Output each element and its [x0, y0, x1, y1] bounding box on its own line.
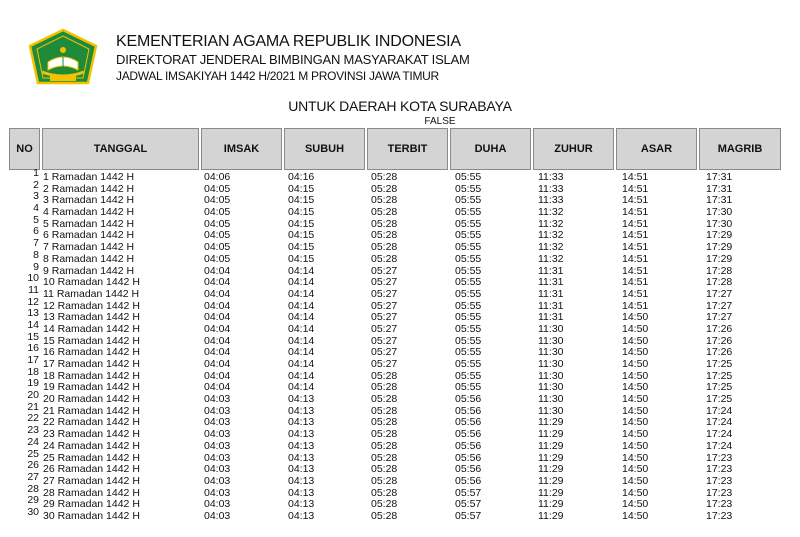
- cell-duha: 05:55: [455, 229, 482, 242]
- cell-terbit: 05:28: [371, 509, 398, 522]
- cell-magrib: 17:26: [706, 322, 733, 335]
- cell-magrib: 17:30: [706, 217, 733, 230]
- cell-tanggal: 23 Ramadan 1442 H: [43, 428, 140, 441]
- cell-magrib: 17:23: [706, 509, 733, 522]
- cell-imsak: 04:05: [204, 217, 231, 230]
- cell-subuh: 04:15: [288, 182, 315, 195]
- table-row: [0, 435, 800, 453]
- cell-no: 5: [33, 213, 39, 226]
- cell-no: 27: [27, 470, 39, 483]
- cell-duha: 05:55: [455, 217, 482, 230]
- cell-no: 4: [33, 202, 39, 215]
- cell-subuh: 04:15: [288, 241, 315, 254]
- cell-asar: 14:51: [622, 171, 649, 183]
- cell-duha: 05:56: [455, 416, 482, 429]
- cell-imsak: 04:03: [204, 463, 231, 476]
- cell-subuh: 04:14: [288, 311, 315, 324]
- cell-tanggal: 8 Ramadan 1442 H: [43, 252, 135, 265]
- cell-terbit: 05:28: [371, 439, 398, 452]
- cell-terbit: 05:28: [371, 229, 398, 242]
- cell-subuh: 04:13: [288, 393, 315, 406]
- cell-imsak: 04:03: [204, 428, 231, 441]
- cell-imsak: 04:03: [204, 509, 231, 522]
- region-title: UNTUK DAERAH KOTA SURABAYA: [288, 98, 512, 114]
- cell-duha: 05:55: [455, 276, 482, 289]
- cell-terbit: 05:27: [371, 311, 398, 324]
- cell-terbit: 05:27: [371, 322, 398, 335]
- cell-no: 6: [33, 225, 39, 238]
- cell-imsak: 04:04: [204, 369, 231, 382]
- cell-subuh: 04:14: [288, 358, 315, 370]
- cell-tanggal: 26 Ramadan 1442 H: [43, 463, 140, 476]
- cell-zuhur: 11:31: [538, 287, 564, 300]
- cell-tanggal: 5 Ramadan 1442 H: [43, 217, 135, 230]
- cell-subuh: 04:14: [288, 276, 315, 289]
- cell-duha: 05:56: [455, 404, 482, 417]
- cell-no: 14: [27, 318, 39, 331]
- cell-subuh: 04:13: [288, 451, 315, 464]
- table-row: [0, 470, 800, 488]
- cell-imsak: 04:05: [204, 194, 231, 207]
- cell-zuhur: 11:29: [538, 439, 564, 452]
- ministry-title: KEMENTERIAN AGAMA REPUBLIK INDONESIA: [116, 33, 461, 50]
- cell-terbit: 05:28: [371, 428, 398, 441]
- cell-asar: 14:51: [622, 287, 649, 300]
- cell-imsak: 04:03: [204, 474, 231, 487]
- cell-magrib: 17:28: [706, 276, 733, 289]
- cell-magrib: 17:28: [706, 264, 733, 277]
- cell-no: 10: [27, 272, 39, 285]
- cell-duha: 05:55: [455, 369, 482, 382]
- cell-imsak: 04:03: [204, 416, 231, 429]
- cell-duha: 05:55: [455, 206, 482, 219]
- cell-subuh: 04:15: [288, 229, 315, 242]
- cell-terbit: 05:28: [371, 416, 398, 429]
- cell-duha: 05:55: [455, 264, 482, 277]
- cell-magrib: 17:31: [706, 194, 733, 207]
- cell-no: 7: [33, 237, 39, 250]
- table-row: [0, 248, 800, 266]
- cell-zuhur: 11:33: [538, 194, 564, 207]
- cell-tanggal: 6 Ramadan 1442 H: [43, 229, 135, 242]
- cell-zuhur: 11:30: [538, 381, 564, 394]
- cell-no: 1: [33, 167, 39, 179]
- cell-magrib: 17:27: [706, 287, 733, 300]
- cell-duha: 05:56: [455, 428, 482, 441]
- cell-magrib: 17:29: [706, 252, 733, 265]
- cell-asar: 14:50: [622, 498, 649, 511]
- cell-no: 22: [27, 412, 39, 425]
- cell-asar: 14:50: [622, 381, 649, 394]
- cell-subuh: 04:13: [288, 474, 315, 487]
- cell-terbit: 05:28: [371, 381, 398, 394]
- cell-zuhur: 11:31: [538, 276, 564, 289]
- cell-magrib: 17:31: [706, 182, 733, 195]
- cell-magrib: 17:27: [706, 311, 733, 324]
- cell-tanggal: 18 Ramadan 1442 H: [43, 369, 140, 382]
- cell-asar: 14:50: [622, 311, 649, 324]
- cell-no: 23: [27, 424, 39, 437]
- table-row: [0, 202, 800, 219]
- cell-tanggal: 30 Ramadan 1442 H: [43, 509, 140, 522]
- cell-imsak: 04:04: [204, 346, 231, 359]
- cell-imsak: 04:06: [204, 171, 231, 183]
- cell-zuhur: 11:30: [538, 358, 564, 370]
- cell-zuhur: 11:29: [538, 509, 564, 522]
- cell-zuhur: 11:29: [538, 486, 564, 499]
- cell-zuhur: 11:32: [538, 217, 564, 230]
- cell-duha: 05:57: [455, 486, 482, 499]
- cell-terbit: 05:28: [371, 241, 398, 254]
- cell-duha: 05:55: [455, 346, 482, 359]
- cell-zuhur: 11:30: [538, 334, 564, 347]
- cell-magrib: 17:29: [706, 229, 733, 242]
- cell-zuhur: 11:29: [538, 474, 564, 487]
- table-header: [9, 128, 800, 170]
- cell-no: 20: [27, 389, 39, 402]
- table-row: [0, 389, 800, 406]
- cell-imsak: 04:04: [204, 276, 231, 289]
- cell-zuhur: 11:33: [538, 182, 564, 195]
- column-header-no: NO: [9, 128, 40, 170]
- cell-imsak: 04:03: [204, 404, 231, 417]
- cell-asar: 14:51: [622, 241, 649, 254]
- cell-tanggal: 13 Ramadan 1442 H: [43, 311, 140, 324]
- cell-magrib: 17:24: [706, 439, 733, 452]
- cell-magrib: 17:26: [706, 346, 733, 359]
- cell-subuh: 04:13: [288, 463, 315, 476]
- cell-magrib: 17:31: [706, 171, 733, 183]
- cell-terbit: 05:27: [371, 299, 398, 312]
- cell-duha: 05:56: [455, 463, 482, 476]
- cell-duha: 05:55: [455, 381, 482, 394]
- cell-terbit: 05:28: [371, 182, 398, 195]
- cell-terbit: 05:28: [371, 393, 398, 406]
- cell-magrib: 17:25: [706, 369, 733, 382]
- cell-imsak: 04:05: [204, 182, 231, 195]
- cell-tanggal: 7 Ramadan 1442 H: [43, 241, 135, 254]
- cell-subuh: 04:14: [288, 346, 315, 359]
- cell-zuhur: 11:29: [538, 498, 564, 511]
- cell-imsak: 04:04: [204, 311, 231, 324]
- cell-subuh: 04:13: [288, 439, 315, 452]
- cell-magrib: 17:25: [706, 393, 733, 406]
- cell-magrib: 17:30: [706, 206, 733, 219]
- cell-asar: 14:50: [622, 451, 649, 464]
- cell-tanggal: 17 Ramadan 1442 H: [43, 358, 140, 370]
- schedule-title: JADWAL IMSAKIYAH 1442 H/2021 M PROVINSI JAWA TIMUR: [116, 69, 439, 83]
- cell-duha: 05:55: [455, 241, 482, 254]
- cell-terbit: 05:27: [371, 264, 398, 277]
- cell-tanggal: 25 Ramadan 1442 H: [43, 451, 140, 464]
- cell-magrib: 17:23: [706, 498, 733, 511]
- cell-tanggal: 1 Ramadan 1442 H: [43, 171, 135, 183]
- cell-zuhur: 11:30: [538, 404, 564, 417]
- cell-subuh: 04:14: [288, 322, 315, 335]
- column-header-imsak: IMSAK: [201, 128, 282, 170]
- cell-duha: 05:56: [455, 451, 482, 464]
- cell-imsak: 04:03: [204, 498, 231, 511]
- cell-subuh: 04:14: [288, 381, 315, 394]
- cell-imsak: 04:05: [204, 241, 231, 254]
- cell-asar: 14:50: [622, 439, 649, 452]
- cell-imsak: 04:04: [204, 287, 231, 300]
- cell-asar: 14:51: [622, 276, 649, 289]
- cell-asar: 14:51: [622, 194, 649, 207]
- cell-subuh: 04:13: [288, 416, 315, 429]
- cell-subuh: 04:14: [288, 299, 315, 312]
- cell-tanggal: 27 Ramadan 1442 H: [43, 474, 140, 487]
- cell-asar: 14:50: [622, 404, 649, 417]
- cell-tanggal: 9 Ramadan 1442 H: [43, 264, 135, 277]
- cell-terbit: 05:27: [371, 358, 398, 370]
- column-header-tanggal: TANGGAL: [42, 128, 199, 170]
- cell-terbit: 05:28: [371, 206, 398, 219]
- cell-zuhur: 11:29: [538, 463, 564, 476]
- cell-asar: 14:50: [622, 416, 649, 429]
- cell-tanggal: 21 Ramadan 1442 H: [43, 404, 140, 417]
- cell-subuh: 04:15: [288, 206, 315, 219]
- cell-asar: 14:51: [622, 182, 649, 195]
- cell-no: 16: [27, 342, 39, 355]
- cell-imsak: 04:05: [204, 252, 231, 265]
- cell-magrib: 17:24: [706, 404, 733, 417]
- column-header-terbit: TERBIT: [367, 128, 448, 170]
- cell-duha: 05:55: [455, 182, 482, 195]
- cell-tanggal: 29 Ramadan 1442 H: [43, 498, 140, 511]
- cell-asar: 14:51: [622, 252, 649, 265]
- cell-asar: 14:51: [622, 299, 649, 312]
- cell-duha: 05:55: [455, 322, 482, 335]
- column-header-asar: ASAR: [616, 128, 697, 170]
- cell-subuh: 04:14: [288, 264, 315, 277]
- cell-no: 30: [27, 505, 39, 518]
- cell-no: 18: [27, 365, 39, 378]
- cell-zuhur: 11:30: [538, 346, 564, 359]
- cell-magrib: 17:24: [706, 416, 733, 429]
- cell-terbit: 05:28: [371, 217, 398, 230]
- cell-zuhur: 11:33: [538, 171, 564, 183]
- cell-tanggal: 28 Ramadan 1442 H: [43, 486, 140, 499]
- cell-imsak: 04:03: [204, 486, 231, 499]
- cell-no: 21: [27, 400, 39, 413]
- cell-subuh: 04:15: [288, 217, 315, 230]
- cell-terbit: 05:27: [371, 346, 398, 359]
- cell-magrib: 17:27: [706, 299, 733, 312]
- cell-duha: 05:55: [455, 287, 482, 300]
- cell-terbit: 05:28: [371, 463, 398, 476]
- cell-no: 19: [27, 377, 39, 390]
- cell-tanggal: 11 Ramadan 1442 H: [43, 287, 140, 300]
- cell-no: 26: [27, 459, 39, 472]
- cell-terbit: 05:28: [371, 451, 398, 464]
- cell-zuhur: 11:31: [538, 311, 564, 324]
- cell-no: 2: [33, 178, 39, 191]
- cell-imsak: 04:04: [204, 299, 231, 312]
- cell-magrib: 17:26: [706, 334, 733, 347]
- cell-duha: 05:55: [455, 299, 482, 312]
- cell-tanggal: 15 Ramadan 1442 H: [43, 334, 140, 347]
- cell-duha: 05:56: [455, 393, 482, 406]
- cell-subuh: 04:13: [288, 509, 315, 522]
- cell-asar: 14:51: [622, 217, 649, 230]
- cell-zuhur: 11:32: [538, 229, 564, 242]
- cell-duha: 05:55: [455, 311, 482, 324]
- cell-terbit: 05:28: [371, 498, 398, 511]
- cell-zuhur: 11:30: [538, 369, 564, 382]
- cell-imsak: 04:03: [204, 451, 231, 464]
- table-row: [0, 505, 800, 523]
- cell-duha: 05:55: [455, 358, 482, 370]
- cell-magrib: 17:25: [706, 381, 733, 394]
- cell-zuhur: 11:29: [538, 428, 564, 441]
- cell-asar: 14:50: [622, 322, 649, 335]
- cell-imsak: 04:03: [204, 393, 231, 406]
- cell-imsak: 04:05: [204, 206, 231, 219]
- cell-zuhur: 11:30: [538, 393, 564, 406]
- cell-tanggal: 20 Ramadan 1442 H: [43, 393, 140, 406]
- cell-asar: 14:50: [622, 463, 649, 476]
- cell-no: 9: [33, 260, 39, 273]
- cell-magrib: 17:29: [706, 241, 733, 254]
- cell-zuhur: 11:31: [538, 264, 564, 277]
- cell-zuhur: 11:31: [538, 299, 564, 312]
- cell-subuh: 04:13: [288, 498, 315, 511]
- cell-duha: 05:55: [455, 252, 482, 265]
- cell-zuhur: 11:29: [538, 451, 564, 464]
- table-row: [0, 283, 800, 301]
- schedule-table-body: [0, 167, 800, 523]
- cell-tanggal: 19 Ramadan 1442 H: [43, 381, 140, 394]
- cell-terbit: 05:28: [371, 474, 398, 487]
- cell-asar: 14:50: [622, 393, 649, 406]
- cell-magrib: 17:23: [706, 451, 733, 464]
- cell-terbit: 05:28: [371, 194, 398, 207]
- cell-magrib: 17:23: [706, 463, 733, 476]
- cell-no: 17: [27, 354, 39, 366]
- column-header-subuh: SUBUH: [284, 128, 365, 170]
- cell-duha: 05:56: [455, 474, 482, 487]
- cell-terbit: 05:28: [371, 486, 398, 499]
- cell-subuh: 04:14: [288, 287, 315, 300]
- cell-asar: 14:50: [622, 346, 649, 359]
- cell-magrib: 17:25: [706, 358, 733, 370]
- cell-duha: 05:56: [455, 439, 482, 452]
- table-row: [0, 354, 800, 371]
- cell-duha: 05:57: [455, 498, 482, 511]
- cell-terbit: 05:27: [371, 276, 398, 289]
- cell-no: 11: [28, 283, 39, 296]
- table-row: [0, 167, 800, 184]
- cell-subuh: 04:13: [288, 428, 315, 441]
- cell-no: 24: [27, 435, 39, 448]
- cell-tanggal: 3 Ramadan 1442 H: [43, 194, 135, 207]
- cell-terbit: 05:28: [371, 404, 398, 417]
- cell-tanggal: 10 Ramadan 1442 H: [43, 276, 140, 289]
- cell-imsak: 04:04: [204, 358, 231, 370]
- cell-magrib: 17:23: [706, 474, 733, 487]
- cell-tanggal: 14 Ramadan 1442 H: [43, 322, 140, 335]
- cell-terbit: 05:27: [371, 334, 398, 347]
- directorate-title: DIREKTORAT JENDERAL BIMBINGAN MASYARAKAT ISLAM: [116, 52, 470, 67]
- cell-duha: 05:55: [455, 171, 482, 183]
- cell-magrib: 17:23: [706, 486, 733, 499]
- cell-asar: 14:50: [622, 369, 649, 382]
- cell-subuh: 04:13: [288, 486, 315, 499]
- cell-tanggal: 2 Ramadan 1442 H: [43, 182, 135, 195]
- cell-asar: 14:50: [622, 509, 649, 522]
- cell-imsak: 04:04: [204, 381, 231, 394]
- cell-subuh: 04:14: [288, 334, 315, 347]
- cell-duha: 05:57: [455, 509, 482, 522]
- column-header-duha: DUHA: [450, 128, 531, 170]
- cell-no: 28: [27, 482, 39, 495]
- cell-zuhur: 11:29: [538, 416, 564, 429]
- cell-imsak: 04:04: [204, 322, 231, 335]
- column-header-zuhur: ZUHUR: [533, 128, 614, 170]
- cell-imsak: 04:03: [204, 439, 231, 452]
- cell-tanggal: 24 Ramadan 1442 H: [43, 439, 140, 452]
- cell-no: 12: [27, 295, 39, 308]
- cell-zuhur: 11:32: [538, 252, 564, 265]
- column-header-magrib: MAGRIB: [699, 128, 781, 170]
- cell-imsak: 04:04: [204, 334, 231, 347]
- cell-asar: 14:50: [622, 334, 649, 347]
- cell-subuh: 04:16: [288, 171, 315, 183]
- cell-zuhur: 11:30: [538, 322, 564, 335]
- cell-subuh: 04:13: [288, 404, 315, 417]
- cell-tanggal: 16 Ramadan 1442 H: [43, 346, 140, 359]
- cell-subuh: 04:15: [288, 194, 315, 207]
- cell-asar: 14:51: [622, 229, 649, 242]
- cell-zuhur: 11:32: [538, 241, 564, 254]
- cell-tanggal: 12 Ramadan 1442 H: [43, 299, 140, 312]
- cell-magrib: 17:24: [706, 428, 733, 441]
- cell-zuhur: 11:32: [538, 206, 564, 219]
- cell-subuh: 04:15: [288, 252, 315, 265]
- cell-no: 13: [27, 307, 39, 320]
- cell-terbit: 05:28: [371, 369, 398, 382]
- cell-duha: 05:55: [455, 194, 482, 207]
- cell-asar: 14:50: [622, 358, 649, 370]
- subtitle: FALSE: [424, 116, 456, 127]
- cell-asar: 14:51: [622, 206, 649, 219]
- cell-asar: 14:50: [622, 486, 649, 499]
- cell-tanggal: 4 Ramadan 1442 H: [43, 206, 135, 219]
- cell-no: 15: [27, 330, 39, 343]
- cell-asar: 14:50: [622, 474, 649, 487]
- cell-no: 8: [33, 248, 39, 261]
- cell-terbit: 05:28: [371, 252, 398, 265]
- table-row: [0, 318, 800, 336]
- cell-asar: 14:50: [622, 428, 649, 441]
- kemenag-emblem-icon: [26, 28, 100, 88]
- cell-duha: 05:55: [455, 334, 482, 347]
- cell-terbit: 05:27: [371, 287, 398, 300]
- cell-asar: 14:51: [622, 264, 649, 277]
- cell-imsak: 04:05: [204, 229, 231, 242]
- cell-terbit: 05:28: [371, 171, 398, 183]
- cell-imsak: 04:04: [204, 264, 231, 277]
- cell-no: 25: [27, 447, 39, 460]
- cell-no: 29: [27, 494, 39, 507]
- cell-tanggal: 22 Ramadan 1442 H: [43, 416, 140, 429]
- cell-subuh: 04:14: [288, 369, 315, 382]
- cell-no: 3: [33, 190, 39, 203]
